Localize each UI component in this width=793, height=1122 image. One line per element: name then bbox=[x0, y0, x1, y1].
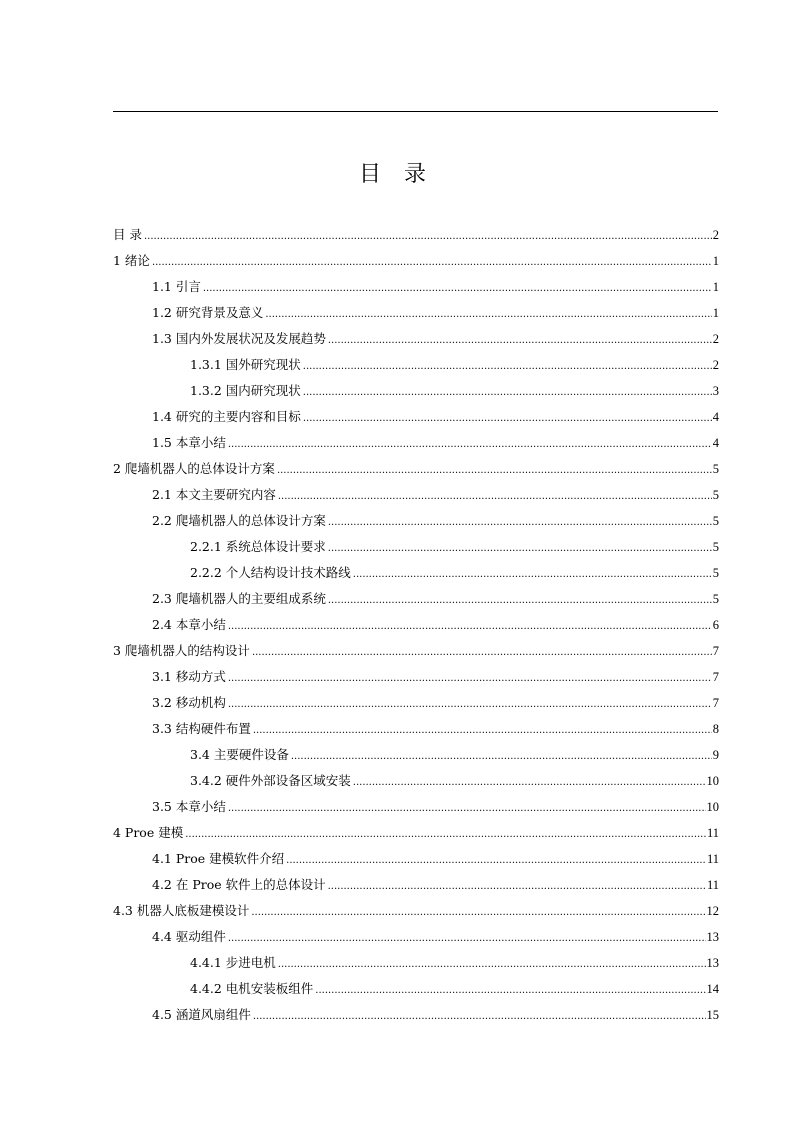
toc-dot-leader bbox=[328, 328, 712, 354]
toc-title: 目 录 bbox=[359, 162, 434, 187]
toc-entry[interactable] bbox=[113, 560, 719, 586]
toc-entry-page-number: 9 bbox=[712, 748, 719, 762]
toc-dot-leader bbox=[144, 224, 712, 250]
toc-entry-page-number: 7 bbox=[712, 696, 719, 710]
toc-dot-leader bbox=[228, 666, 712, 692]
toc-entry[interactable] bbox=[113, 612, 719, 638]
toc-dot-leader bbox=[303, 406, 712, 432]
toc-entry-label: 1.3.1 国外研究现状 bbox=[190, 357, 301, 372]
toc-entry[interactable] bbox=[113, 482, 719, 508]
header-rule bbox=[113, 111, 718, 112]
toc-entry[interactable] bbox=[113, 404, 719, 430]
toc-entry-page-number: 2 bbox=[712, 332, 719, 346]
toc-entry-label: 2.3 爬墙机器人的主要组成系统 bbox=[152, 591, 326, 606]
toc-entry[interactable] bbox=[113, 300, 719, 326]
toc-entry[interactable] bbox=[113, 638, 719, 664]
toc-entry-page-number: 7 bbox=[712, 644, 719, 658]
toc-entry-page-number: 1 bbox=[712, 254, 719, 268]
toc-entry-label: 4.2 在 Proe 软件上的总体设计 bbox=[152, 877, 326, 892]
toc-entry[interactable] bbox=[113, 794, 719, 820]
toc-entry[interactable] bbox=[113, 1002, 719, 1028]
toc-entry[interactable] bbox=[113, 456, 719, 482]
toc-entry-label: 1.3 国内外发展状况及发展趋势 bbox=[152, 331, 326, 346]
toc-entry[interactable] bbox=[113, 248, 719, 274]
toc-entry-page-number: 1 bbox=[712, 280, 719, 294]
toc-entry-page-number: 5 bbox=[712, 566, 719, 580]
toc-entry[interactable] bbox=[113, 430, 719, 456]
toc-entry[interactable] bbox=[113, 352, 719, 378]
toc-dot-leader bbox=[353, 770, 706, 796]
toc-dot-leader bbox=[278, 952, 706, 978]
toc-entry-page-number: 11 bbox=[706, 826, 719, 840]
toc-entry-page-number: 7 bbox=[712, 670, 719, 684]
toc-dot-leader bbox=[185, 822, 706, 848]
toc-entry[interactable] bbox=[113, 690, 719, 716]
toc-entry[interactable] bbox=[113, 664, 719, 690]
toc-entry-label: 3.1 移动方式 bbox=[152, 669, 226, 684]
toc-entry-label: 1.1 引言 bbox=[152, 279, 201, 294]
toc-dot-leader bbox=[228, 796, 706, 822]
toc-entry[interactable] bbox=[113, 326, 719, 352]
toc-entry-label: 1.5 本章小结 bbox=[152, 435, 226, 450]
toc-entry[interactable] bbox=[113, 378, 719, 404]
toc-dot-leader bbox=[251, 900, 705, 926]
toc-dot-leader bbox=[303, 354, 712, 380]
toc-entry[interactable] bbox=[113, 820, 719, 846]
toc-entry-page-number: 1 bbox=[712, 306, 719, 320]
toc-entry-page-number: 8 bbox=[712, 722, 719, 736]
toc-entry-page-number: 5 bbox=[712, 462, 719, 476]
toc-entry[interactable] bbox=[113, 976, 719, 1002]
toc-entry-label: 2.2.1 系统总体设计要求 bbox=[190, 539, 326, 554]
toc-entry-label: 1.2 研究背景及意义 bbox=[152, 305, 264, 320]
toc-entry-page-number: 2 bbox=[712, 228, 719, 242]
toc-entry-label: 4.4 驱动组件 bbox=[152, 929, 226, 944]
toc-dot-leader bbox=[277, 458, 712, 484]
toc-list bbox=[113, 222, 719, 1028]
toc-entry-page-number: 12 bbox=[706, 904, 719, 918]
toc-dot-leader bbox=[228, 692, 712, 718]
toc-dot-leader bbox=[253, 1004, 706, 1030]
toc-dot-leader bbox=[278, 484, 712, 510]
toc-entry[interactable] bbox=[113, 716, 719, 742]
toc-entry-page-number: 4 bbox=[712, 410, 719, 424]
toc-entry-page-number: 4 bbox=[712, 436, 719, 450]
toc-dot-leader bbox=[303, 380, 712, 406]
toc-entry-label: 4 Proe 建模 bbox=[113, 825, 184, 840]
toc-entry[interactable] bbox=[113, 872, 719, 898]
toc-dot-leader bbox=[203, 276, 712, 302]
toc-entry-label: 2.4 本章小结 bbox=[152, 617, 226, 632]
toc-entry-label: 2.2.2 个人结构设计技术路线 bbox=[190, 565, 351, 580]
toc-entry-label: 4.4.2 电机安装板组件 bbox=[190, 981, 314, 996]
toc-entry-page-number: 10 bbox=[706, 800, 719, 814]
toc-entry-label: 1.3.2 国内研究现状 bbox=[190, 383, 301, 398]
toc-entry-label: 目 录 bbox=[113, 227, 142, 242]
toc-entry[interactable] bbox=[113, 508, 719, 534]
toc-entry[interactable] bbox=[113, 768, 719, 794]
toc-entry-page-number: 11 bbox=[706, 878, 719, 892]
toc-dot-leader bbox=[265, 302, 711, 328]
toc-dot-leader bbox=[328, 874, 706, 900]
toc-entry-label: 3.4.2 硬件外部设备区域安装 bbox=[190, 773, 351, 788]
toc-entry-page-number: 5 bbox=[712, 514, 719, 528]
toc-entry-label: 4.3 机器人底板建模设计 bbox=[113, 903, 250, 918]
toc-dot-leader bbox=[228, 926, 706, 952]
toc-entry[interactable] bbox=[113, 846, 719, 872]
toc-entry-page-number: 2 bbox=[712, 358, 719, 372]
toc-entry-label: 4.1 Proe 建模软件介绍 bbox=[152, 851, 285, 866]
toc-entry-label: 2 爬墙机器人的总体设计方案 bbox=[113, 461, 275, 476]
toc-entry-page-number: 5 bbox=[712, 488, 719, 502]
toc-entry-label: 3.5 本章小结 bbox=[152, 799, 226, 814]
toc-entry[interactable] bbox=[113, 742, 719, 768]
toc-dot-leader bbox=[286, 848, 706, 874]
toc-entry[interactable] bbox=[113, 586, 719, 612]
toc-dot-leader bbox=[228, 432, 712, 458]
toc-entry-label: 3.3 结构硬件布置 bbox=[152, 721, 251, 736]
toc-entry[interactable] bbox=[113, 924, 719, 950]
toc-entry-label: 2.2 爬墙机器人的总体设计方案 bbox=[152, 513, 326, 528]
toc-entry-page-number: 3 bbox=[712, 384, 719, 398]
toc-entry-label: 3.2 移动机构 bbox=[152, 695, 226, 710]
toc-dot-leader bbox=[252, 640, 712, 666]
toc-entry-page-number: 14 bbox=[706, 982, 719, 996]
toc-entry[interactable] bbox=[113, 222, 719, 248]
toc-entry[interactable] bbox=[113, 534, 719, 560]
toc-entry[interactable] bbox=[113, 950, 719, 976]
toc-dot-leader bbox=[315, 978, 705, 1004]
toc-dot-leader bbox=[291, 744, 712, 770]
toc-dot-leader bbox=[152, 250, 712, 276]
toc-entry[interactable] bbox=[113, 898, 719, 924]
toc-dot-leader bbox=[328, 536, 712, 562]
toc-entry-page-number: 13 bbox=[706, 956, 719, 970]
toc-entry-page-number: 5 bbox=[712, 592, 719, 606]
toc-dot-leader bbox=[228, 614, 712, 640]
toc-entry-page-number: 5 bbox=[712, 540, 719, 554]
toc-entry-label: 3 爬墙机器人的结构设计 bbox=[113, 643, 250, 658]
toc-entry-label: 2.1 本文主要研究内容 bbox=[152, 487, 276, 502]
toc-entry-page-number: 13 bbox=[706, 930, 719, 944]
toc-dot-leader bbox=[328, 510, 712, 536]
toc-dot-leader bbox=[253, 718, 712, 744]
toc-entry-label: 1 绪论 bbox=[113, 253, 150, 268]
toc-entry-page-number: 6 bbox=[712, 618, 719, 632]
toc-dot-leader bbox=[353, 562, 712, 588]
toc-entry-label: 3.4 主要硬件设备 bbox=[190, 747, 289, 762]
toc-entry-page-number: 15 bbox=[706, 1008, 719, 1022]
toc-entry[interactable] bbox=[113, 274, 719, 300]
toc-entry-label: 4.4.1 步进电机 bbox=[190, 955, 276, 970]
toc-entry-page-number: 11 bbox=[706, 852, 719, 866]
toc-entry-page-number: 10 bbox=[706, 774, 719, 788]
toc-entry-label: 1.4 研究的主要内容和目标 bbox=[152, 409, 301, 424]
toc-entry-label: 4.5 涵道风扇组件 bbox=[152, 1007, 251, 1022]
toc-dot-leader bbox=[328, 588, 712, 614]
